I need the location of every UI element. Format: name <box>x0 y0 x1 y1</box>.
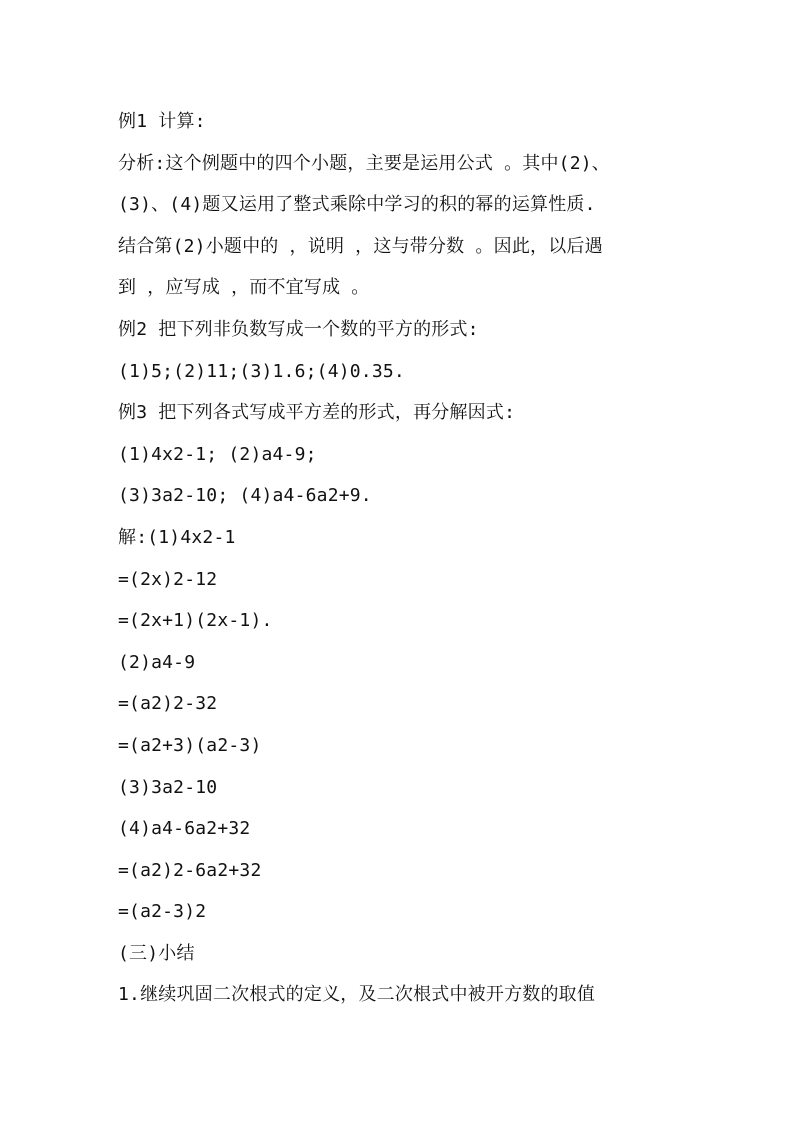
example-3-items-2: (3)3a2-10; (4)a4-6a2+9. <box>118 485 372 507</box>
analysis-line-2: (3)、(4)题又运用了整式乘除中学习的积的幂的运算性质. <box>118 194 596 216</box>
example-2-heading: 例2 把下列非负数写成一个数的平方的形式: <box>118 318 479 340</box>
solution-3-start: (3)3a2-10 <box>118 776 218 798</box>
solution-4-step-1: =(a2)2-6a2+32 <box>118 859 262 881</box>
solution-2-step-1: =(a2)2-32 <box>118 693 218 715</box>
solution-1-step-2: =(2x+1)(2x-1). <box>118 610 273 632</box>
solution-1-start: 解:(1)4x2-1 <box>118 526 236 548</box>
example-3-items-1: (1)4x2-1; (2)a4-9; <box>118 443 317 465</box>
document-body <box>118 101 738 1016</box>
summary-heading: (三)小结 <box>118 942 195 964</box>
example-2-items: (1)5;(2)11;(3)1.6;(4)0.35. <box>118 360 405 382</box>
analysis-line-4: 到 ，应写成 ，而不宜写成 。 <box>118 277 370 299</box>
solution-4-step-2: =(a2-3)2 <box>118 901 207 923</box>
analysis-line-1: 分析:这个例题中的四个小题，主要是运用公式 。其中(2)、 <box>118 152 610 174</box>
solution-1-step-1: =(2x)2-12 <box>118 568 218 590</box>
solution-2-step-2: =(a2+3)(a2-3) <box>118 734 262 756</box>
analysis-line-3: 结合第(2)小题中的 ，说明 ，这与带分数 。因此，以后遇 <box>118 235 603 257</box>
summary-item-1: 1.继续巩固二次根式的定义，及二次根式中被开方数的取值 <box>118 984 596 1006</box>
solution-4-start: (4)a4-6a2+32 <box>118 818 251 840</box>
example-1-heading: 例1 计算: <box>118 111 206 132</box>
solution-2-start: (2)a4-9 <box>118 651 196 673</box>
example-3-heading: 例3 把下列各式写成平方差的形式，再分解因式: <box>118 402 516 424</box>
